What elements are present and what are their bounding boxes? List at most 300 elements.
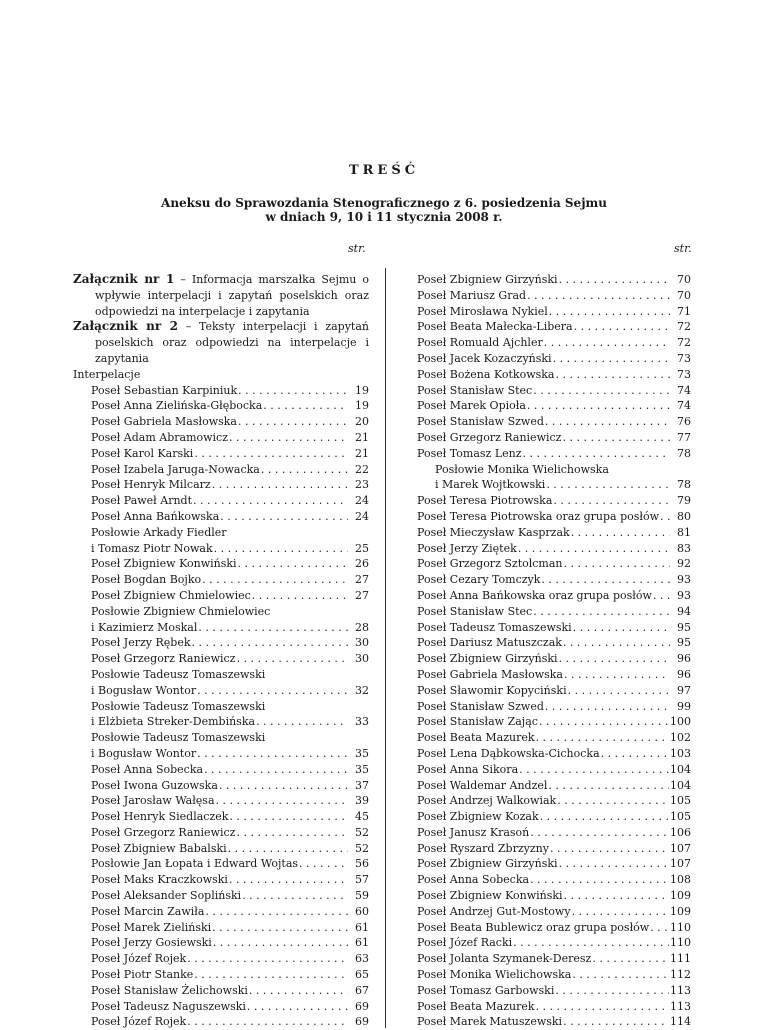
dot-leader xyxy=(249,983,348,999)
toc-entry-page: 93 xyxy=(677,573,691,587)
toc-entry-label: Poseł Ryszard Zbrzyzny xyxy=(417,841,549,855)
dot-leader xyxy=(563,635,670,651)
toc-entry-label: Poseł Stanisław Żelichowski xyxy=(91,983,248,997)
toc-entry-label: Poseł Anna Sobecka xyxy=(417,873,530,887)
toc-entry-page: 78 xyxy=(677,478,691,492)
dot-leader xyxy=(536,730,669,746)
toc-entry-label: Poseł Grzegorz Raniewicz xyxy=(417,430,562,444)
dot-leader xyxy=(197,683,348,699)
toc-entry-page: 105 xyxy=(670,794,691,808)
toc-entry-label: Poseł Jarosław Wałęsa xyxy=(91,794,215,808)
dot-leader xyxy=(601,746,669,762)
toc-entry-label: Poseł Anna Sikora xyxy=(417,762,519,776)
toc-entry-page: 96 xyxy=(677,652,691,666)
toc-entry xyxy=(417,683,691,699)
toc-entry-label: Poseł Tomasz Lenz xyxy=(417,446,522,460)
toc-entry-label: Poseł Stanisław Stec xyxy=(417,383,533,397)
toc-entry-label: Poseł Mirosława Nykiel xyxy=(417,304,548,318)
dot-leader xyxy=(563,1014,669,1030)
dot-leader xyxy=(261,462,348,478)
toc-entry-page: 77 xyxy=(677,430,691,444)
toc-entry-page: 83 xyxy=(677,541,691,555)
toc-entry xyxy=(73,556,369,572)
dot-leader xyxy=(541,572,670,588)
toc-entry-label: i Bogusław Wontor xyxy=(91,746,197,760)
toc-entry-label: Poseł Jacek Kozaczyński xyxy=(417,351,552,365)
toc-entry-label: Poseł Izabela Jaruga-Nowacka xyxy=(91,462,260,476)
toc-entry-label: Poseł Waldemar Andzel xyxy=(417,778,548,792)
toc-entry-label: Poseł Maks Kraczkowski xyxy=(91,873,228,887)
toc-entry-page: 108 xyxy=(670,873,691,887)
toc-entry-page: 92 xyxy=(677,557,691,571)
toc-entry xyxy=(73,572,369,588)
toc-entry-page: 107 xyxy=(670,857,691,871)
toc-entry-label: Poseł Zbigniew Girzyński xyxy=(417,273,558,286)
toc-entry-label: Poseł Romuald Ajchler xyxy=(417,336,543,350)
toc-entry xyxy=(417,967,691,983)
toc-entry xyxy=(73,951,369,967)
toc-entry-page: 105 xyxy=(670,810,691,824)
toc-entry xyxy=(73,446,369,462)
toc-entry xyxy=(417,398,691,414)
toc-entry xyxy=(417,288,691,304)
toc-entry xyxy=(417,935,691,951)
toc-entry-label: Poseł Piotr Stanke xyxy=(91,968,194,982)
toc-entry-label: Poseł Marek Opioła xyxy=(417,399,526,413)
dot-leader xyxy=(187,951,348,967)
dot-leader xyxy=(519,762,669,778)
toc-entry-page: 24 xyxy=(355,494,369,508)
toc-entry xyxy=(417,604,691,620)
toc-entry-page: 56 xyxy=(355,857,369,871)
toc-entry xyxy=(73,509,369,525)
dot-leader xyxy=(213,935,348,951)
dot-leader xyxy=(212,920,348,936)
dot-leader xyxy=(229,872,348,888)
toc-entry xyxy=(417,746,691,762)
dot-leader xyxy=(574,319,670,335)
toc-entry xyxy=(73,398,369,414)
toc-entry-label: i Bogusław Wontor xyxy=(91,683,197,697)
toc-entry-label: Poseł Gabriela Masłowska xyxy=(91,415,237,429)
toc-entry xyxy=(417,699,691,715)
toc-entry-label: Poseł Iwona Guzowska xyxy=(91,778,218,792)
toc-entry-label: Poseł Beata Bublewicz oraz grupa posłów xyxy=(417,920,650,934)
toc-entry-label: Poseł Henryk Siedlaczek xyxy=(91,810,229,824)
toc-entry xyxy=(73,793,369,809)
toc-entry-page: 73 xyxy=(677,367,691,381)
toc-entry-page: 80 xyxy=(677,509,691,523)
toc-entry-page: 100 xyxy=(670,715,691,729)
toc-entry-page: 109 xyxy=(670,904,691,918)
toc-entry-page: 25 xyxy=(355,541,369,555)
toc-entry xyxy=(73,983,369,999)
toc-entry-heading: Posłowie Arkady Fiedler xyxy=(91,525,227,539)
toc-entry xyxy=(417,335,691,351)
toc-entry xyxy=(73,778,369,794)
dot-leader xyxy=(572,967,669,983)
toc-entry-page: 78 xyxy=(677,446,691,460)
dot-leader xyxy=(204,762,348,778)
toc-entry-label: Poseł Józef Rojek xyxy=(91,952,187,966)
toc-entry-label: i Elżbieta Streker-Dembińska xyxy=(91,715,256,729)
toc-entry-label: Poseł Anna Bańkowska xyxy=(91,509,220,523)
dot-leader xyxy=(553,351,670,367)
dot-leader xyxy=(219,778,348,794)
toc-entry-page: 109 xyxy=(670,889,691,903)
toc-entry xyxy=(417,872,691,888)
toc-entry-page: 70 xyxy=(677,273,691,286)
toc-entry-page: 99 xyxy=(677,699,691,713)
toc-entry-page: 70 xyxy=(677,288,691,302)
toc-entry xyxy=(417,888,691,904)
toc-entry-label: Poseł Grzegorz Raniewicz xyxy=(91,652,236,666)
dot-leader xyxy=(229,809,348,825)
toc-entry-heading: Posłowie Tadeusz Tomaszewski xyxy=(91,699,266,713)
toc-entry-page: 63 xyxy=(355,952,369,966)
toc-entry-page: 59 xyxy=(355,889,369,903)
toc-entry xyxy=(417,999,691,1015)
toc-entry-page: 27 xyxy=(355,573,369,587)
toc-entry xyxy=(73,383,369,399)
toc-entry-label: Poseł Zbigniew Babalski xyxy=(91,841,227,855)
toc-entry xyxy=(73,888,369,904)
toc-entry xyxy=(417,430,691,446)
toc-column-left xyxy=(73,272,369,1030)
toc-entry xyxy=(73,809,369,825)
toc-entry-label: Poseł Stanisław Stec xyxy=(417,604,533,618)
toc-entry xyxy=(417,793,691,809)
dot-leader xyxy=(518,541,670,557)
toc-entry xyxy=(417,620,691,636)
toc-entry xyxy=(417,920,691,936)
dot-leader xyxy=(530,825,669,841)
toc-entry xyxy=(73,762,369,778)
toc-entry xyxy=(73,920,369,936)
toc-entry-label: Poseł Aleksander Sopliński xyxy=(91,889,242,903)
section-heading-interpelacje: Interpelacje xyxy=(73,367,141,381)
dot-leader xyxy=(527,398,670,414)
toc-entry xyxy=(73,493,369,509)
toc-entry-label: Poseł Teresa Piotrowska xyxy=(417,494,553,508)
toc-entry-page: 57 xyxy=(355,873,369,887)
appendix-2-text: – Teksty interpelacji i zapytań poselskich oraz odpowiedzi na interpelacje i zapytania xyxy=(95,320,369,365)
toc-entry-label: Poseł Stanisław Szwed xyxy=(417,699,544,713)
toc-entry-label: Poseł Zbigniew Konwiński xyxy=(91,557,237,571)
toc-entry-page: 94 xyxy=(677,604,691,618)
dot-leader xyxy=(660,509,670,525)
dot-leader xyxy=(555,367,670,383)
toc-entry-page: 104 xyxy=(670,778,691,792)
toc-entry xyxy=(417,556,691,572)
toc-entry-page: 114 xyxy=(670,1015,691,1029)
dot-leader xyxy=(549,304,670,320)
dot-leader xyxy=(523,446,670,462)
column-divider xyxy=(385,268,386,1028)
toc-entry xyxy=(417,841,691,857)
toc-entry-page: 60 xyxy=(355,904,369,918)
toc-entry-page: 67 xyxy=(355,983,369,997)
dot-leader xyxy=(546,477,670,493)
toc-entry xyxy=(417,477,691,493)
page-column-label-left: str. xyxy=(348,242,366,255)
toc-entry xyxy=(73,541,369,557)
toc-entry xyxy=(73,999,369,1015)
toc-entry-page: 113 xyxy=(670,983,691,997)
toc-entry xyxy=(417,904,691,920)
toc-entry-page: 111 xyxy=(670,952,691,966)
dot-leader xyxy=(559,856,669,872)
toc-entry-label: Poseł Tadeusz Tomaszewski xyxy=(417,620,572,634)
dot-leader xyxy=(220,509,348,525)
toc-entry xyxy=(73,872,369,888)
toc-entry-page: 76 xyxy=(677,415,691,429)
dot-leader xyxy=(263,398,348,414)
toc-entry xyxy=(73,477,369,493)
toc-entry-label: Poseł Jolanta Szymanek-Deresz xyxy=(417,952,592,966)
toc-entry-page: 35 xyxy=(355,762,369,776)
toc-entry-label: Poseł Marek Matuszewski xyxy=(417,1015,563,1029)
dot-leader xyxy=(548,778,669,794)
dot-leader xyxy=(536,999,669,1015)
toc-entry-label: Poseł Bogdan Bojko xyxy=(91,573,202,587)
toc-entry xyxy=(417,825,691,841)
toc-entry xyxy=(73,746,369,762)
toc-entry-page: 21 xyxy=(355,446,369,460)
dot-leader xyxy=(202,572,348,588)
toc-entry xyxy=(73,825,369,841)
toc-entry-page: 74 xyxy=(677,383,691,397)
toc-entry-label: Poseł Teresa Piotrowska oraz grupa posłów xyxy=(417,509,660,523)
toc-entry-page: 21 xyxy=(355,430,369,444)
toc-entry-label: Poseł Zbigniew Konwiński xyxy=(417,889,563,903)
dot-leader xyxy=(238,556,348,572)
toc-entry xyxy=(417,541,691,557)
dot-leader xyxy=(550,841,669,857)
toc-entry-label: Poseł Anna Sobecka xyxy=(91,762,204,776)
dot-leader xyxy=(572,904,669,920)
dot-leader xyxy=(238,414,348,430)
toc-entry-page: 103 xyxy=(670,746,691,760)
toc-entry-label: Poseł Józef Racki xyxy=(417,936,513,950)
toc-entry xyxy=(417,714,691,730)
toc-entry-label: Poseł Jerzy Ziętek xyxy=(417,541,517,555)
subtitle-line-1: Aneksu do Sprawozdania Stenograficznego z 6. posiedzenia Sejmu xyxy=(161,196,607,210)
toc-entry-label: Poseł Cezary Tomczyk xyxy=(417,573,541,587)
dot-leader xyxy=(192,635,349,651)
toc-entry xyxy=(417,493,691,509)
appendix-2 xyxy=(73,319,369,366)
toc-entry-label: Poseł Paweł Arndt xyxy=(91,494,192,508)
toc-entry xyxy=(73,414,369,430)
dot-leader xyxy=(573,620,670,636)
toc-entry-page: 32 xyxy=(355,683,369,697)
toc-entry-page: 24 xyxy=(355,509,369,523)
toc-entry-page: 112 xyxy=(670,968,691,982)
dot-leader xyxy=(557,793,669,809)
toc-entry-page: 52 xyxy=(355,825,369,839)
dot-leader xyxy=(653,588,670,604)
dot-leader xyxy=(564,667,670,683)
dot-leader xyxy=(571,525,670,541)
toc-entry-label: Poseł Karol Karski xyxy=(91,446,194,460)
toc-entry-label: Poseł Andrzej Gut-Mostowy xyxy=(417,904,571,918)
toc-entry-page: 28 xyxy=(355,620,369,634)
toc-entry-page: 23 xyxy=(355,478,369,492)
dot-leader xyxy=(545,414,670,430)
toc-entry-label: Poseł Sławomir Kopyciński xyxy=(417,683,567,697)
toc-entry-label: Poseł Grzegorz Raniewicz xyxy=(91,825,236,839)
dot-leader xyxy=(229,430,348,446)
toc-entry-label: Poseł Lena Dąbkowska-Cichocka xyxy=(417,746,600,760)
toc-entry xyxy=(73,588,369,604)
toc-entry-page: 97 xyxy=(677,683,691,697)
dot-leader xyxy=(228,841,348,857)
document-subtitle xyxy=(0,196,768,224)
toc-entry-label: Poseł Tadeusz Naguszewski xyxy=(91,999,246,1013)
dot-leader xyxy=(545,699,670,715)
dot-leader xyxy=(247,999,348,1015)
dot-leader xyxy=(553,493,670,509)
toc-entry xyxy=(73,714,369,730)
toc-entry xyxy=(73,935,369,951)
toc-entry-label: Poseł Stanisław Szwed xyxy=(417,415,544,429)
toc-entry xyxy=(417,509,691,525)
toc-entry-page: 74 xyxy=(677,399,691,413)
dot-leader xyxy=(592,951,669,967)
dot-leader xyxy=(564,888,669,904)
dot-leader xyxy=(238,383,348,399)
toc-entry xyxy=(417,367,691,383)
toc-entry-page: 93 xyxy=(677,588,691,602)
dot-leader xyxy=(236,651,348,667)
toc-entry-page: 19 xyxy=(355,383,369,397)
toc-entry-label: Poseł Anna Bańkowska oraz grupa posłów xyxy=(417,588,652,602)
toc-entry-label: Poseł Zbigniew Chmielowiec xyxy=(91,588,251,602)
toc-entry-label: Poseł Monika Wielichowska xyxy=(417,968,572,982)
toc-entry-page: 106 xyxy=(670,825,691,839)
dot-leader xyxy=(513,935,669,951)
toc-entry-label: Poseł Zbigniew Kozak xyxy=(417,810,539,824)
toc-entry xyxy=(73,1014,369,1030)
dot-leader xyxy=(533,604,670,620)
toc-entry xyxy=(417,951,691,967)
toc-entry xyxy=(417,778,691,794)
toc-entry xyxy=(417,588,691,604)
toc-entry xyxy=(417,351,691,367)
toc-entry-label: Posłowie Jan Łopata i Edward Wojtas xyxy=(91,857,299,871)
toc-entry-page: 52 xyxy=(355,841,369,855)
appendix-2-title: Załącznik nr 2 xyxy=(73,319,178,334)
toc-entry-page: 61 xyxy=(355,936,369,950)
toc-entry-label: i Tomasz Piotr Nowak xyxy=(91,541,213,555)
toc-entry-label: i Marek Wojtkowski xyxy=(435,478,546,492)
dot-leader xyxy=(214,541,348,557)
toc-entry-page: 27 xyxy=(355,588,369,602)
toc-entry-label: Poseł Grzegorz Sztolcman xyxy=(417,557,563,571)
toc-entry-page: 61 xyxy=(355,920,369,934)
toc-entry xyxy=(417,272,691,288)
toc-entry xyxy=(417,572,691,588)
toc-entry-page: 39 xyxy=(355,794,369,808)
toc-entry-page: 104 xyxy=(670,762,691,776)
toc-entry-label: Poseł Gabriela Masłowska xyxy=(417,667,563,681)
dot-leader xyxy=(194,967,348,983)
page-column-label-right: str. xyxy=(674,242,692,255)
toc-entry xyxy=(417,304,691,320)
dot-leader xyxy=(530,872,669,888)
toc-entry-page: 30 xyxy=(355,636,369,650)
toc-entry xyxy=(417,525,691,541)
toc-entry-page: 45 xyxy=(355,810,369,824)
toc-entry-label: Poseł Stanisław Zając xyxy=(417,715,538,729)
toc-entry-heading: Posłowie Monika Wielichowska xyxy=(435,462,609,476)
dot-leader xyxy=(212,477,348,493)
toc-entry xyxy=(73,620,369,636)
toc-entry-page: 72 xyxy=(677,336,691,350)
toc-entry xyxy=(417,446,691,462)
dot-leader xyxy=(650,920,669,936)
toc-entry-label: Poseł Andrzej Walkowiak xyxy=(417,794,557,808)
dot-leader xyxy=(236,825,348,841)
toc-entry-page: 22 xyxy=(355,462,369,476)
toc-entry xyxy=(73,683,369,699)
toc-entry xyxy=(417,856,691,872)
page-title: TREŚĆ xyxy=(348,163,420,178)
toc-entry-label: Poseł Bożena Kotkowska xyxy=(417,367,555,381)
toc-entry-label: Poseł Marcin Zawiła xyxy=(91,904,205,918)
toc-entry xyxy=(417,383,691,399)
dot-leader xyxy=(540,809,669,825)
toc-entry-label: Poseł Beata Małecka-Libera xyxy=(417,320,573,334)
toc-entry-label: Poseł Beata Mazurek xyxy=(417,999,535,1013)
toc-entry-label: Poseł Józef Rojek xyxy=(91,1015,187,1029)
dot-leader xyxy=(299,856,348,872)
toc-entry-page: 72 xyxy=(677,320,691,334)
toc-entry-label: Poseł Dariusz Matuszczak xyxy=(417,636,562,650)
toc-entry xyxy=(73,904,369,920)
toc-entry-label: Poseł Sebastian Karpiniuk xyxy=(91,383,238,397)
toc-entry-page: 113 xyxy=(670,999,691,1013)
toc-entry xyxy=(417,730,691,746)
toc-entry-page: 95 xyxy=(677,636,691,650)
toc-entry-page: 37 xyxy=(355,778,369,792)
toc-entry xyxy=(417,319,691,335)
dot-leader xyxy=(555,983,669,999)
toc-entry xyxy=(73,841,369,857)
toc-entry-label: Poseł Marek Zieliński xyxy=(91,920,212,934)
toc-list-right xyxy=(417,272,691,1030)
toc-entry xyxy=(73,856,369,872)
dot-leader xyxy=(187,1014,348,1030)
toc-entry-page: 79 xyxy=(677,494,691,508)
dot-leader xyxy=(252,588,348,604)
appendix-1-text: – Informacja marszałka Sejmu o wpływie interpelacji i zapytań poselskich oraz odpowiedzi na interpelacje i zapytania xyxy=(95,273,369,318)
toc-entry-label: Poseł Mariusz Grad xyxy=(417,288,527,302)
dot-leader xyxy=(544,335,670,351)
toc-entry-page: 110 xyxy=(670,936,691,950)
toc-entry xyxy=(417,667,691,683)
dot-leader xyxy=(194,446,348,462)
toc-entry-page: 33 xyxy=(355,715,369,729)
toc-entry xyxy=(73,430,369,446)
toc-entry xyxy=(73,635,369,651)
toc-entry-page: 26 xyxy=(355,557,369,571)
dot-leader xyxy=(242,888,348,904)
dot-leader xyxy=(205,904,348,920)
toc-entry-label: Poseł Tomasz Garbowski xyxy=(417,983,555,997)
toc-entry-page: 110 xyxy=(670,920,691,934)
